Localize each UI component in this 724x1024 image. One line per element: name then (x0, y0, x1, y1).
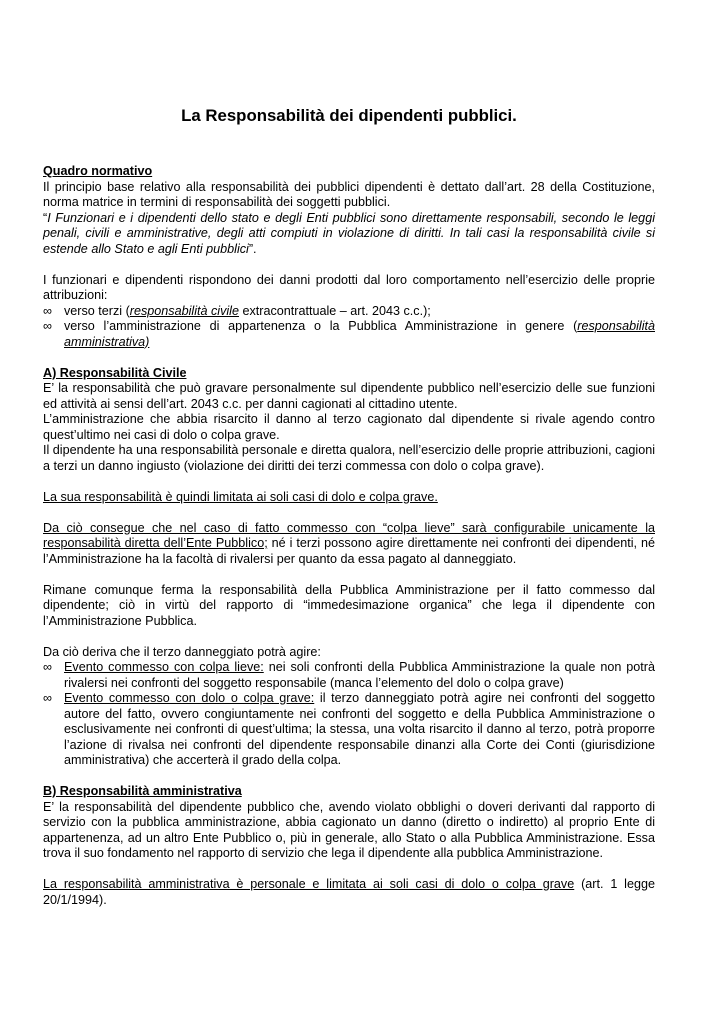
constitution-quote (43, 211, 655, 258)
paragraph: Da ciò deriva che il terzo danneggiato potrà agire: (43, 644, 321, 659)
administrative-liability-term: responsabilità amministrativa) (64, 319, 655, 349)
section-heading-civile: A) Responsabilità Civile (43, 365, 187, 380)
paragraph: Da ciò consegue che nel caso di fatto commesso con “colpa lieve” sarà configurabile unicamente la responsabilità diretta dell’Ente Pubblico; né i terzi possono agire direttamente nei confronti dei dipendenti, né l’Amministrazione ha la facoltà di rivalersi per quanto da essa pagato al danneggiato. (43, 520, 655, 566)
section-heading-quadro: Quadro normativo (43, 164, 153, 178)
infinity-bullet-icon: ∞ (43, 319, 52, 333)
paragraph: La responsabilità amministrativa è personale e limitata ai soli casi di dolo o colpa grave (art. 1 legge 20/1/1994). (43, 877, 655, 907)
paragraph: Il dipendente ha una responsabilità personale e diretta qualora, nell’esercizio delle proprie attribuzioni, cagioni a terzi un danno ingiusto (violazione dei diritti dei terzi commessa con dolo o colpa grave). (43, 443, 655, 473)
quote-open: “ (43, 210, 48, 225)
paragraph: E’ la responsabilità che può gravare personalmente sul dipendente pubblico nell’esercizio delle sue funzioni ed attività ai sensi dell’art. 2043 c.c. per danni cagionati al cittadino utente. (43, 381, 655, 411)
paragraph: Rimane comunque ferma la responsabilità della Pubblica Amministrazione per il fatto commesso dal dipendente; ciò in virtù del rapporto di “immedesimazione organica” che lega il dipendente con l’Amministrazione Pubblica. (43, 582, 655, 628)
bullet-list (43, 304, 655, 351)
infinity-bullet-icon: ∞ (43, 660, 52, 674)
document-title: La Responsabilità dei dipendenti pubblici. (181, 106, 517, 125)
paragraph: I funzionari e dipendenti rispondono dei danni prodotti dal loro comportamento nell’esercizio delle proprie attribuzioni: (43, 272, 655, 302)
infinity-bullet-icon: ∞ (43, 691, 52, 705)
infinity-bullet-icon: ∞ (43, 303, 52, 318)
paragraph: Il principio base relativo alla responsabilità dei pubblici dipendenti è dettato dall’art. 28 della Costituzione, norma matrice in termini di responsabilità dei soggetti pubblici. (43, 179, 655, 209)
quote-close: ”. (248, 241, 257, 256)
quote-text: I Funzionari e i dipendenti dello stato e degli Enti pubblici sono direttamente responsabili, secondo le leggi penali, civili e amministrative, degli atti compiuti in violazione di diritti. In tali casi la responsabilità civile si estende allo Stato e agli Enti pubblici (43, 210, 655, 256)
paragraph: E’ la responsabilità del dipendente pubblico che, avendo violato obblighi o doveri derivanti dal rapporto di servizio con la pubblica amministrazione, abbia cagionato un danno (diretto o indiretto) al proprio Ente di appartenenza, ad un altro Ente Pubblico o, più in generale, allo Stato o alla Pubblica Amministrazione. Essa trova il suo fondamento nel rapporto di servizio che lega il dipendente alla pubblica Amministrazione. (43, 799, 655, 860)
section-heading-amministrativa: B) Responsabilità amministrativa (43, 784, 242, 798)
underlined-statement: La sua responsabilità è quindi limitata ai soli casi di dolo e colpa grave. (43, 489, 438, 504)
paragraph: L’amministrazione che abbia risarcito il danno al terzo cagionato dal dipendente si rivale agendo contro quest’ultimo nei casi di dolo o colpa grave. (43, 412, 655, 442)
document-body (43, 164, 655, 908)
list-item: ∞ verso terzi (responsabilità civile extracontrattuale – art. 2043 c.c.); (43, 303, 431, 318)
civil-liability-term: responsabilità civile (129, 303, 239, 318)
bullet-list (43, 660, 655, 769)
list-item: ∞ verso l’amministrazione di appartenenza o la Pubblica Amministrazione in genere (responsabilità amministrativa) (43, 319, 655, 349)
list-item: ∞ Evento commesso con dolo o colpa grave: il terzo danneggiato potrà agire nei confronti del soggetto autore del fatto, ovvero congiuntamente nei confronti del soggetto e della Pubblica Amministrazione o esclusivamente nei confronti di quest’ultima; la stessa, una volta risarcito il danno al terzo, potrà proporre l’azione di rivalsa nei confronti del dipendente responsabile dinanzi alla Corte dei Conti (giurisdizione amministrativa) che accerterà il grado della colpa. (43, 691, 655, 767)
list-item: ∞ Evento commesso con colpa lieve: nei soli confronti della Pubblica Amministrazione la quale non potrà rivalersi nei confronti del soggetto responsabile (manca l’elemento del dolo o colpa grave) (43, 660, 655, 690)
